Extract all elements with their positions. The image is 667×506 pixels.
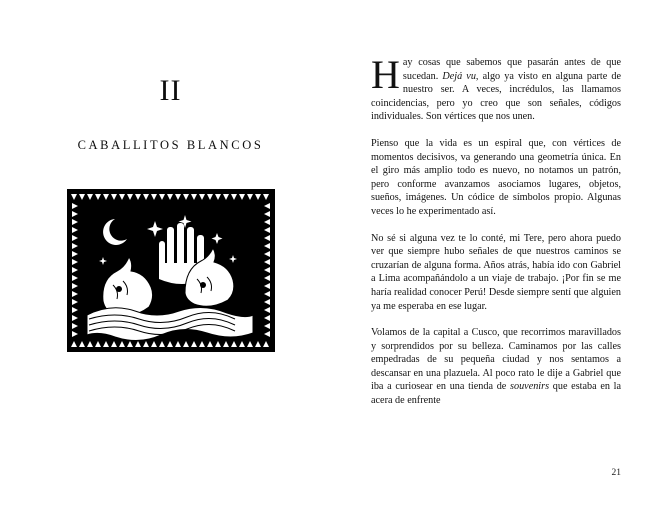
paragraph-1 [371,52,622,124]
horses-and-moon-woodcut-svg [67,189,275,352]
paragraph-1-part-1: ay cosas que sabemos que pasarán antes de que sucedan. [402,57,621,82]
paragraph-1-italic: Dejá vu [442,70,476,82]
chapter-number: II [159,74,182,107]
paragraph-3: No sé si alguna vez te lo conté, mi Tere, pero ahora puedo ver que siempre hubo señales de que nuestros caminos se cruzarían de alguna forma. Años atrás, había ido con Gabriel a Lima acompañándolo a un viaje de trabajo. ¡Por fin se me haría realidad conocer Perú! Desde siempre sentí que alguien ya me esperaba en ese lugar. [371,232,621,312]
paragraph-4-part-1: Volamos de la capital a Cusco, que recorrimos maravillados y sorprendidos por su belleza. Caminamos por las calles empedradas de su pequeña ciudad y nos sentamos a descansar en una plazuela. Al poco rato le dije a Gabriel que iba a curiosear en una tienda de [371,327,621,393]
right-page [333,0,667,506]
body-text-column [371,52,622,408]
page-number: 21 [611,468,621,478]
paragraph-4-part-2: que estaba en la acera de enfrente [371,381,621,407]
paragraph-1-part-2: , algo ya visto en alguna parte de nuestro ser. A veces, incrédulos, las llamamos coincidencias, pero yo creo que son señales, códigos individuales. Son vértices que nos unen. [371,70,622,123]
drop-cap: H [371,52,400,97]
paragraph-4 [371,326,621,408]
paragraph-2: Pienso que la vida es un espiral que, con vértices de momentos decisivos, va generando una geometría única. En el giro más amplio todo es nuevo, no notamos un patrón, pero conforme avanzamos asociamos lugares, objetos, sueños, imágenes. Un códice de símbolos propio. Algunas veces lo he experimentado así. [371,137,621,217]
left-page [0,0,333,506]
paragraph-4-italic: souvenirs [510,381,550,393]
chapter-title: CABALLITOS BLANCOS [77,138,264,152]
chapter-illustration [67,189,275,352]
